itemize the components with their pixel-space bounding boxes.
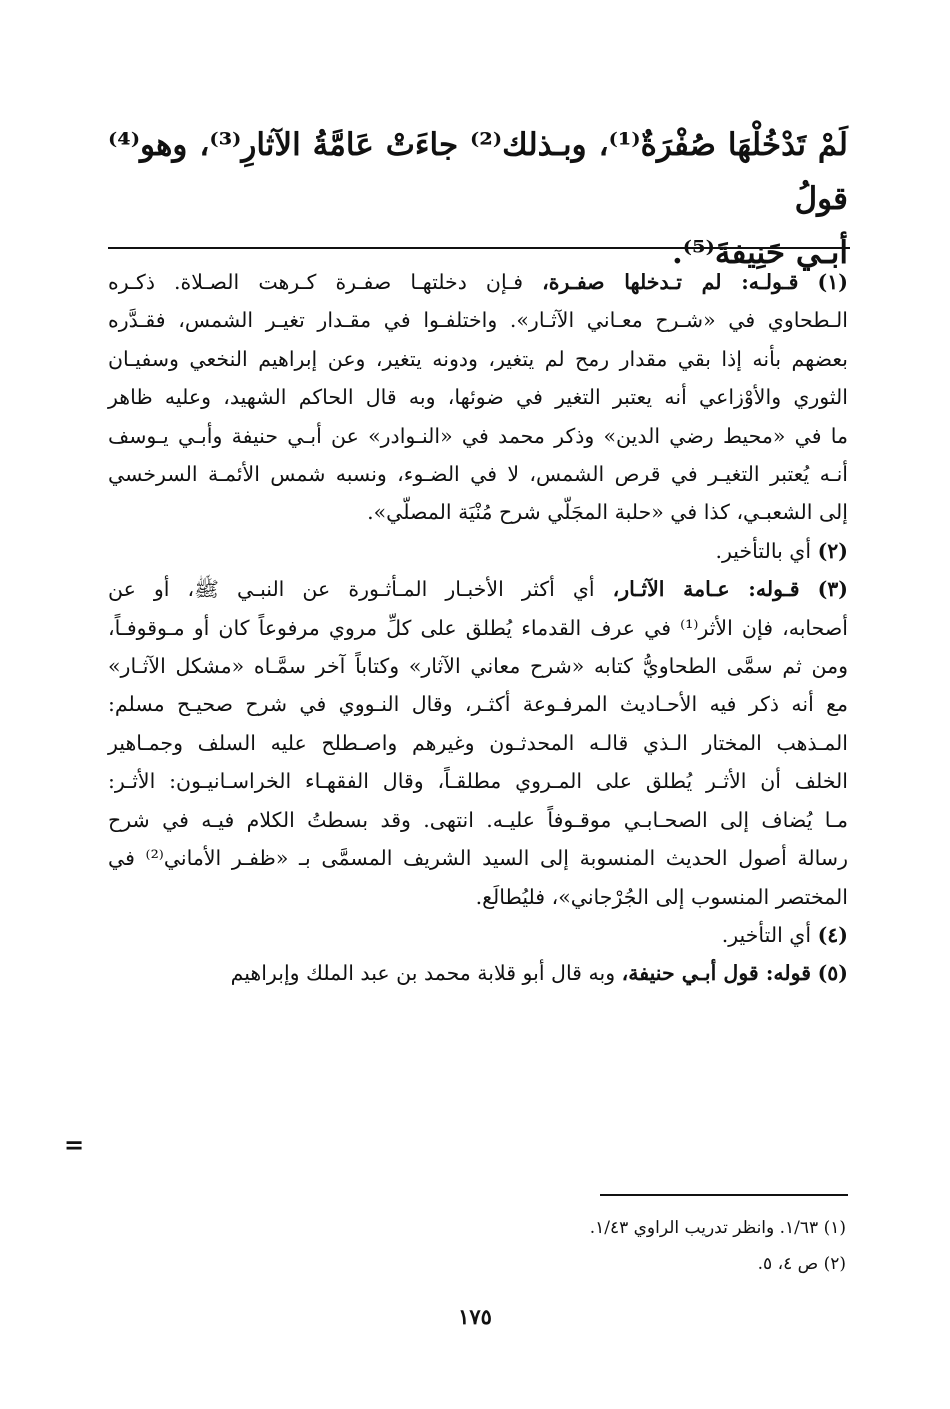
note-text: وبه قال أبو قلابة محمد بن عبد الملك وإبراهيم <box>230 961 616 986</box>
note-line: الثوري والأوْزاعي أنه يعتبر التغير في ضوئها، وبه قال الحاكم الشهيد، وعليه ظاهر <box>108 385 848 410</box>
footnote-item <box>400 1246 846 1282</box>
footnote-divider-rule <box>600 1194 848 1196</box>
page-number: ١٧٥ <box>458 1304 492 1329</box>
main-text-line: أبـي حَنِيفةَ⁽⁵⁾. <box>672 235 848 271</box>
main-divider-rule <box>108 247 850 249</box>
note-text: أي بالتأخير. <box>715 538 812 563</box>
note-line: مع أنه ذكر فيه الأحـاديث المرفـوعة أكثـر، وقال النـووي في شرح صحيـح مسلم: <box>108 692 848 717</box>
note-line: رسالة أصول الحديث المنسوبة إلى السيد الشريف المسمَّى بـ «ظفـر الأماني⁽²⁾ في <box>108 846 848 871</box>
footnote-text: ص ٤، ٥. <box>757 1254 819 1274</box>
note-line: أنـه يُعتبر التغيـر في قرص الشمس، لا في الضـوء، ونسبه شمس الأئمـة السرخسي <box>108 462 848 487</box>
note-line: الخلف أن الأثـر يُطلق على المـروي مطلقـاً، وقال الفقهـاء الخراسـانيـون: الأثـر: <box>108 769 848 794</box>
note-line: ما في «محيط رضي الدين» وذكر محمد في «النـوادر» عن أبـي حنيفة وأبـي يـوسف <box>108 423 848 448</box>
note-line: المختصر المنسوب إلى الجُرْجاني»، فليُطالَع. <box>475 884 848 909</box>
note-keyword: قوله: قول أبـي حنيفة، <box>621 961 812 986</box>
note-text: أي أكثر الأخبـار المـأثـورة عن النبـي ﷺ، أو عن <box>108 577 595 602</box>
note-text: فـإن دخلتهـا صفـرة كـرهت الصـلاة. ذكـره <box>108 270 524 294</box>
footnote-text: ١/٦٣. وانظر تدريب الراوي ١/٤٣. <box>589 1218 819 1238</box>
note-line: ومن ثم سمَّى الطحاويُّ كتابه «شرح معاني الآثار» وكتاباً آخر سمَّـاه «مشكل الآثـار» <box>108 654 848 679</box>
note-line: الـطحاوي في «شـرح معـاني الآثـار». واختلفـوا في مقـدار تغيـر الشمس، فقـدَّره <box>108 308 848 333</box>
commentary-note-1 <box>108 263 848 532</box>
continuation-mark: = <box>64 1131 85 1159</box>
footnotes <box>400 1210 846 1282</box>
footnote-item <box>400 1210 846 1246</box>
commentary-note-2 <box>108 532 848 570</box>
note-number: (٥) <box>817 961 848 986</box>
note-keyword: قـوله: عـامة الآثـار، <box>612 577 800 602</box>
note-line: أصحابه، فإن الأثر⁽¹⁾ في عرف القدماء يُطلق على كلِّ مروي مرفوعاً كان أو مـوقوفـاً، <box>108 615 848 640</box>
note-line: المـذهب المختار الـذي قالـه المحدثـون وغيرهم واصـطلح عليه السلف وجمـاهير <box>108 730 848 755</box>
main-text <box>108 118 848 280</box>
note-line: إلى الشعبـي، كذا في «حلبة المجَلّي شرح مُنْيَة المصلّي». <box>367 500 848 525</box>
commentary-notes <box>108 263 848 993</box>
footnote-number: (٢) <box>823 1254 846 1274</box>
note-text: أي التأخير. <box>721 922 812 947</box>
main-text-line: لَمْ تَدْخُلْهَا صُفْرَةٌ⁽¹⁾، وبـذلك⁽²⁾ جاءَتْ عَامَّةُ الآثارِ⁽³⁾، وهو⁽⁴⁾ قولُ <box>108 127 848 217</box>
commentary-note-5 <box>108 954 848 992</box>
note-line: بعضهم بأنه إذا بقي مقدار رمح لم يتغير، ودونه يتغير، وعن إبراهيم النخعي وسفيـان <box>108 346 848 371</box>
note-number: (٤) <box>817 922 848 947</box>
commentary-note-4 <box>108 916 848 954</box>
commentary-note-3 <box>108 570 848 916</box>
note-keyword: قـولـه: لم تـدخلها صفـرة، <box>542 270 799 294</box>
footnote-number: (١) <box>823 1218 846 1238</box>
note-number: (١) <box>817 270 848 294</box>
note-number: (٣) <box>817 577 848 602</box>
note-line: مـا يُضاف إلى الصحـابـي موقـوفاً عليـه. انتهى. وقد بسطتُ الكلام فيـه في شرح <box>108 807 848 832</box>
note-number: (٢) <box>817 538 848 563</box>
